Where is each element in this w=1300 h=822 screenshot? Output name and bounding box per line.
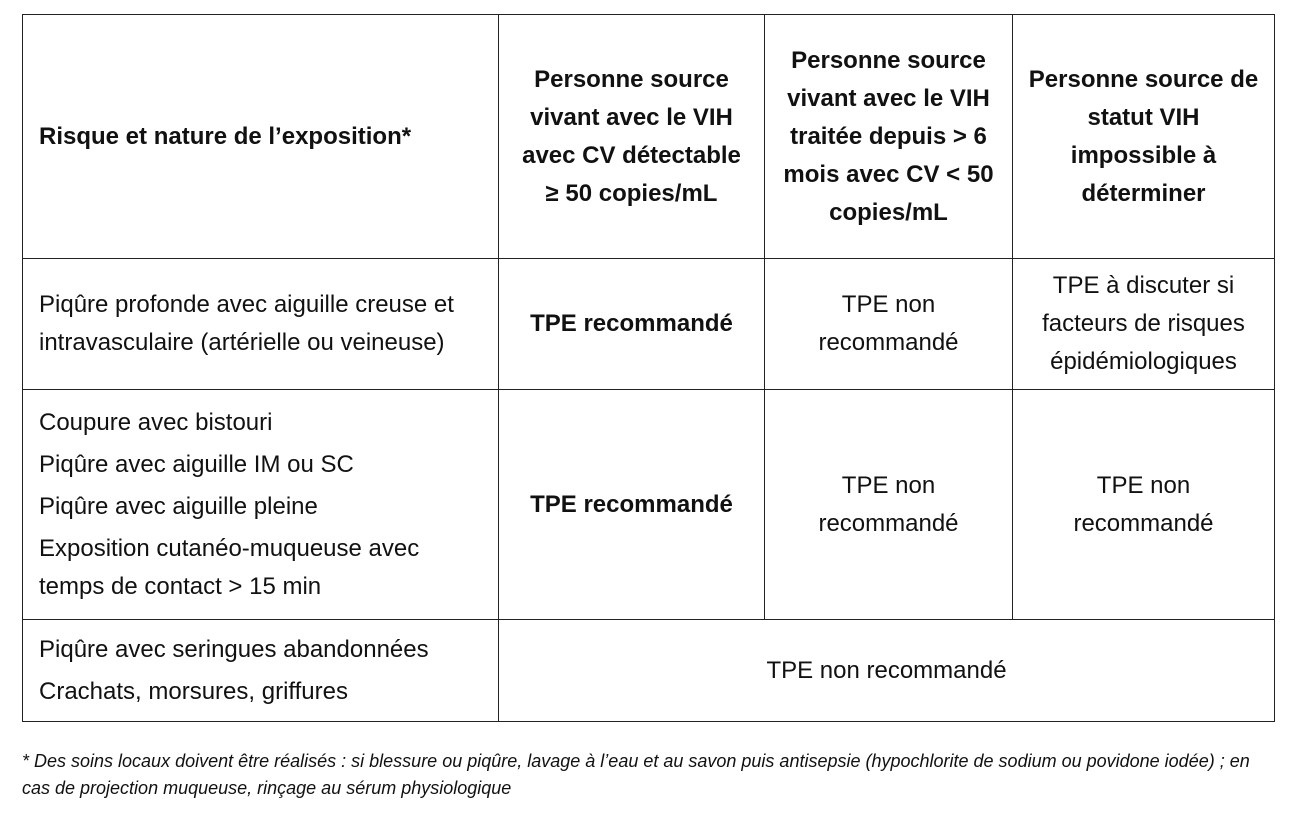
recommendation-treated: TPE non recommandé <box>765 390 1013 620</box>
footnote: * Des soins locaux doivent être réalisés : si blessure ou piqûre, lavage à l’eau et au savon puis antisepsie (hypochlorite de sodium ou povidone iodée) ; en cas de projection muqueuse, rinçage au sérum physiologique <box>22 751 1250 798</box>
exposure-cell <box>23 259 499 390</box>
header-treated-undetectable: Personne source vivant avec le VIH traitée depuis > 6 mois avec CV < 50 copies/mL <box>765 15 1013 259</box>
header-unknown-status: Personne source de statut VIH impossible à déterminer <box>1013 15 1275 259</box>
exposure-table <box>22 14 1275 722</box>
table-row <box>23 259 1275 390</box>
header-detectable-viral-load: Personne source vivant avec le VIH avec CV détectable ≥ 50 copies/mL <box>499 15 765 259</box>
recommendation-detectable: TPE recommandé <box>499 259 765 390</box>
table-row <box>23 390 1275 620</box>
recommendation-unknown: TPE à discuter si facteurs de risques épidémiologiques <box>1013 259 1275 390</box>
recommendation-merged: TPE non recommandé <box>499 620 1275 722</box>
recommendation-detectable: TPE recommandé <box>499 390 765 620</box>
exposure-text: Piqûre avec seringues abandonnées <box>39 635 429 663</box>
exposure-text: Piqûre avec aiguille IM ou SC <box>39 450 354 478</box>
exposure-text: Crachats, morsures, griffures <box>39 677 348 705</box>
recommendation-treated: TPE non recommandé <box>765 259 1013 390</box>
exposure-text: Coupure avec bistouri <box>39 408 273 436</box>
exposure-text: Piqûre profonde avec aiguille creuse et intravasculaire (artérielle ou veineuse) <box>39 291 454 356</box>
table-row <box>23 620 1275 722</box>
header-exposure: Risque et nature de l’exposition* <box>23 15 499 259</box>
exposure-cell <box>23 390 499 620</box>
exposure-cell <box>23 620 499 722</box>
exposure-text: Exposition cutanéo-muqueuse avec temps de contact > 15 min <box>39 534 420 600</box>
header-row <box>23 15 1275 259</box>
exposure-text: Piqûre avec aiguille pleine <box>39 492 318 520</box>
recommendation-unknown: TPE non recommandé <box>1013 390 1275 620</box>
